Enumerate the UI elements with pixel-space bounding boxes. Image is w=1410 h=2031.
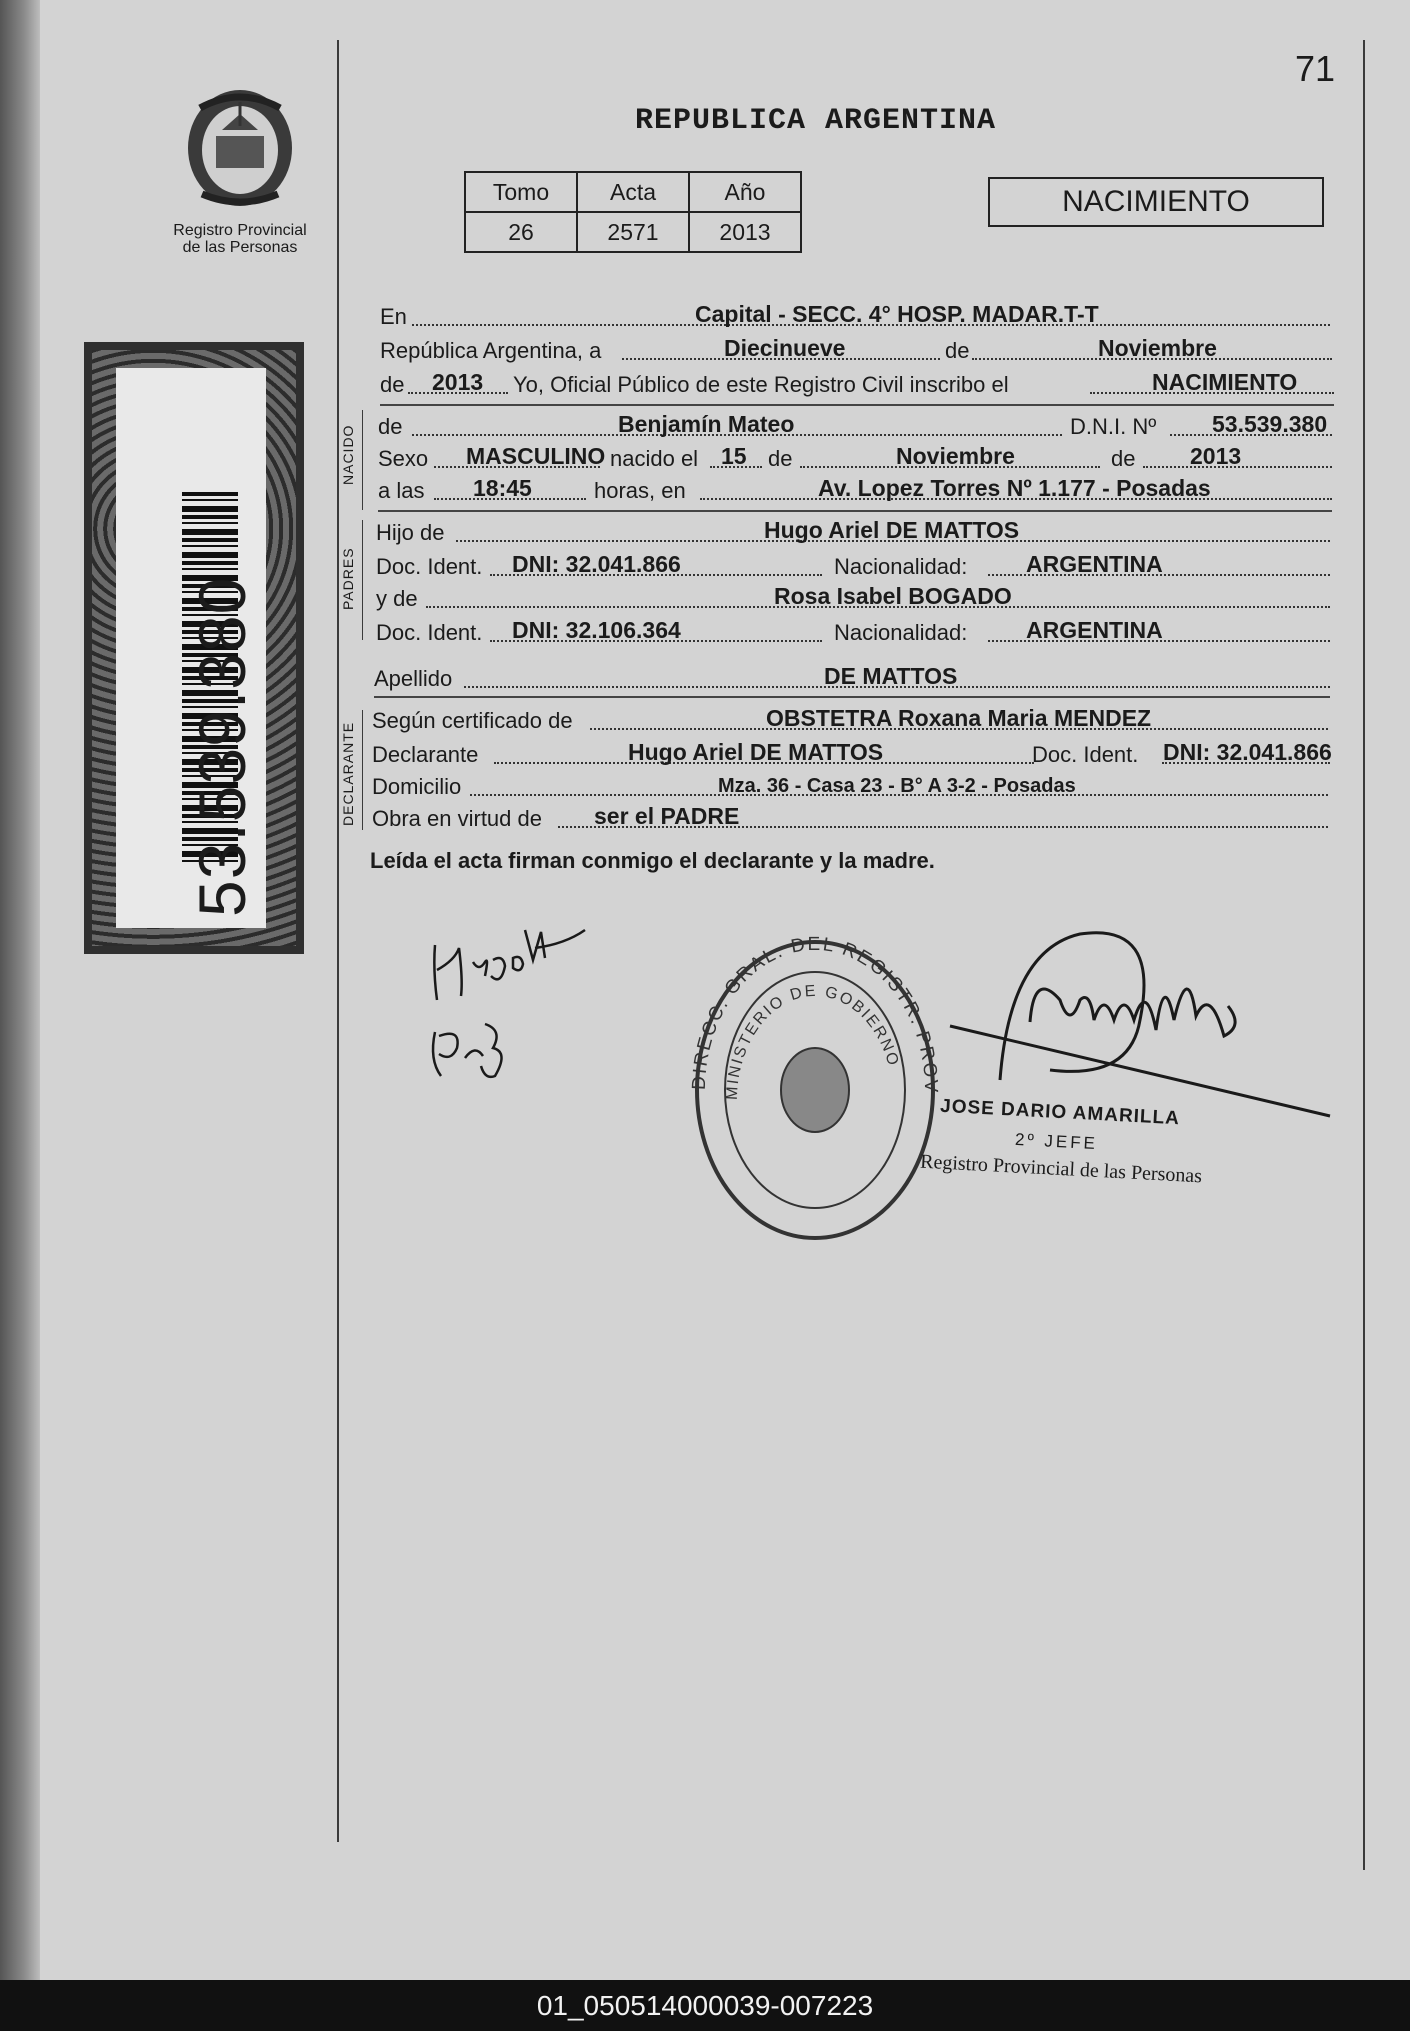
logo-caption xyxy=(155,222,325,256)
value-dni: 53.539.380 xyxy=(1212,411,1328,437)
row-en xyxy=(380,298,1330,330)
value-nacionalidad-madre: ARGENTINA xyxy=(1026,617,1163,643)
label-republica: República Argentina, a xyxy=(380,338,602,363)
official-title: 2º JEFE xyxy=(1014,1129,1099,1154)
label-nacido-el: nacido el xyxy=(610,446,699,471)
section-label-nacido: NACIDO xyxy=(340,424,356,485)
row-oficial xyxy=(380,366,1334,398)
value-madre: Rosa Isabel BOGADO xyxy=(774,583,1012,609)
value-doc-padre: DNI: 32.041.866 xyxy=(512,551,681,577)
value-nacido-mes: Noviembre xyxy=(896,443,1015,469)
document-type-box: NACIMIENTO xyxy=(988,177,1324,227)
declarante-bracket xyxy=(362,710,363,830)
logo-caption-line2: de las Personas xyxy=(182,239,298,256)
value-anio: 2013 xyxy=(432,369,484,395)
label-y-de: y de xyxy=(376,586,418,611)
margin-line xyxy=(337,40,339,1842)
row-declarante xyxy=(372,736,1330,768)
row-nombre xyxy=(378,408,1332,440)
scanner-edge xyxy=(0,0,40,1980)
value-hora: 18:45 xyxy=(473,475,532,501)
label-horas-en: horas, en xyxy=(594,478,686,503)
value-sexo: MASCULINO xyxy=(466,443,606,469)
right-margin-line xyxy=(1363,40,1365,1870)
row-apellido xyxy=(374,660,1330,692)
separator-2 xyxy=(378,510,1332,512)
separator-1 xyxy=(380,404,1334,406)
label-dni: D.N.I. Nº xyxy=(1070,414,1157,439)
row-certificado xyxy=(372,702,1328,734)
value-mes: Noviembre xyxy=(1098,335,1217,361)
official-office: Registro Provincial de las Personas xyxy=(919,1150,1203,1188)
value-nacido-dia: 15 xyxy=(721,443,747,469)
value-nacionalidad-padre: ARGENTINA xyxy=(1026,551,1163,577)
section-label-padres: PADRES xyxy=(340,547,356,610)
label-de-nombre: de xyxy=(378,414,403,439)
scan-footer-id: 01_050514000039-007223 xyxy=(0,1980,1410,2031)
label-nacionalidad-padre: Nacionalidad: xyxy=(834,554,968,579)
label-apellido: Apellido xyxy=(374,666,453,691)
handwritten-signatures xyxy=(415,900,615,1100)
stamp-outer-text: DIRECC. GRAL. DEL REGISTR. PROV xyxy=(688,933,942,1095)
row-madre xyxy=(376,580,1330,612)
value-lugar: Av. Lopez Torres Nº 1.177 - Posadas xyxy=(818,475,1211,501)
label-nacido-de2: de xyxy=(1111,446,1136,471)
row-doc-padre xyxy=(376,548,1330,580)
value-nombre: Benjamín Mateo xyxy=(618,411,795,437)
value-declarante: Hugo Ariel DE MATTOS xyxy=(628,739,884,765)
value-apellido: DE MATTOS xyxy=(824,663,958,689)
row-hora xyxy=(378,472,1332,504)
registry-table xyxy=(464,171,802,253)
barcode-sticker xyxy=(84,342,304,954)
document-page xyxy=(40,0,1410,1980)
registry-value-tomo: 26 xyxy=(465,212,577,252)
label-de-mes: de xyxy=(945,338,970,363)
value-nacido-anio: 2013 xyxy=(1190,443,1242,469)
registry-header-tomo: Tomo xyxy=(465,172,577,212)
value-en: Capital - SECC. 4° HOSP. MADAR.T-T xyxy=(695,301,1099,327)
closing-text: Leída el acta firman conmigo el declarante y la madre. xyxy=(370,848,935,873)
label-nacido-de1: de xyxy=(768,446,793,471)
header-title: REPUBLICA ARGENTINA xyxy=(635,104,997,138)
label-obra: Obra en virtud de xyxy=(372,806,542,831)
value-obra: ser el PADRE xyxy=(594,803,740,829)
row-obra xyxy=(372,800,1328,832)
label-declarante: Declarante xyxy=(372,742,479,767)
nacido-bracket xyxy=(362,410,363,510)
registry-header-anio: Año xyxy=(689,172,801,212)
label-a-las: a las xyxy=(378,478,425,503)
label-certificado: Según certificado de xyxy=(372,708,573,733)
value-certificado: OBSTETRA Roxana Maria MENDEZ xyxy=(766,705,1152,731)
value-doc-declarante: DNI: 32.041.866 xyxy=(1163,739,1332,765)
section-label-declarante: DECLARANTE xyxy=(340,721,356,826)
label-en: En xyxy=(380,304,407,329)
official-name: JOSE DARIO AMARILLA xyxy=(939,1095,1181,1130)
value-inscribo: NACIMIENTO xyxy=(1152,369,1298,395)
official-stamp xyxy=(665,930,965,1250)
row-padre xyxy=(376,514,1330,546)
row-domicilio xyxy=(372,768,1328,800)
label-hijo-de: Hijo de xyxy=(376,520,445,545)
registry-header-acta: Acta xyxy=(577,172,689,212)
row-fecha-inscripcion xyxy=(380,332,1332,364)
value-doc-madre: DNI: 32.106.364 xyxy=(512,617,681,643)
page-number: 71 xyxy=(1295,48,1336,89)
logo-caption-line1: Registro Provincial xyxy=(173,222,307,239)
label-nacionalidad-madre: Nacionalidad: xyxy=(834,620,968,645)
registry-value-acta: 2571 xyxy=(577,212,689,252)
row-sexo xyxy=(378,440,1332,472)
label-doc-padre: Doc. Ident. xyxy=(376,554,483,579)
padres-bracket xyxy=(362,520,363,640)
label-de-anio: de xyxy=(380,372,405,397)
value-domicilio: Mza. 36 - Casa 23 - B° A 3-2 - Posadas xyxy=(718,775,1076,797)
row-doc-madre xyxy=(376,614,1330,646)
barcode-number: 53.539.380 xyxy=(185,576,259,917)
registry-value-anio: 2013 xyxy=(689,212,801,252)
label-doc-madre: Doc. Ident. xyxy=(376,620,483,645)
value-dia: Diecinueve xyxy=(724,335,846,361)
label-oficial: Yo, Oficial Público de este Registro Civil inscribo el xyxy=(513,372,1009,397)
label-sexo: Sexo xyxy=(378,446,429,471)
label-doc-declarante: Doc. Ident. xyxy=(1032,742,1139,767)
value-padre: Hugo Ariel DE MATTOS xyxy=(764,517,1020,543)
stamp-inner-text: MINISTERIO DE GOBIERNO xyxy=(723,982,902,1101)
label-domicilio: Domicilio xyxy=(372,774,462,799)
separator-3 xyxy=(374,696,1330,698)
provincial-seal-logo xyxy=(170,86,310,216)
